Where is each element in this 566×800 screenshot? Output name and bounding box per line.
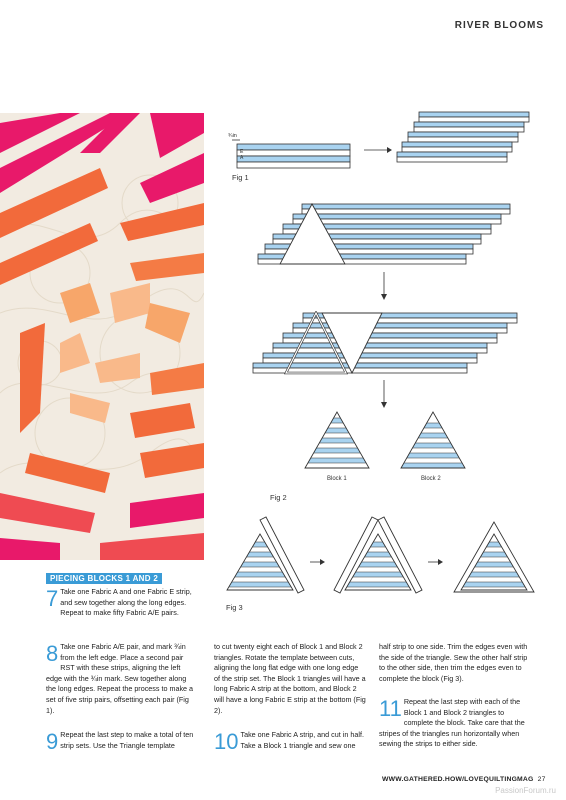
fig2-strip-set-bottom: [248, 311, 523, 375]
strip-a-label: A: [240, 155, 244, 161]
fig2-label: Fig 2: [270, 493, 287, 502]
step-number: 10: [214, 729, 239, 754]
step-11: 11 Repeat the last step with each of the Block 1 and Block 2 triangles to complete the block. Take care that the stripes of the triangles run horizontally when sewing the strips to either side.: [379, 696, 525, 749]
arrow-right-icon: [387, 147, 392, 153]
running-header: RIVER BLOOMS: [454, 20, 544, 31]
step-10-continued: half strip to one side. Trim the edges even with the side of the triangle. Sew the other half strip to the other side, then trim the edges even to complete the block (Fig 3).: [379, 642, 528, 683]
step-9: 9 Repeat the last step to make a total of ten strip sets. Use the Triangle template: [46, 729, 194, 754]
step-10: 10 Take one Fabric A strip, and cut in half. Take a Block 1 triangle and sew one: [214, 729, 364, 754]
fig1-diagram: [222, 110, 562, 190]
step-7: 7 Take one Fabric A and one Fabric E strip, and sew together along the long edges. Repeat to make fifty Fabric A/E pairs.: [46, 586, 192, 618]
block1-label: Block 1: [327, 476, 347, 482]
quarter-inch-label: ¾in: [228, 133, 237, 139]
block2-label: Block 2: [421, 476, 441, 482]
page-number: 27: [537, 776, 546, 783]
fig2-strip-set-top: [255, 202, 520, 266]
section-heading: PIECING BLOCKS 1 AND 2: [46, 573, 162, 584]
arrow-down-icon: [378, 272, 390, 302]
step-number: 7: [46, 586, 59, 611]
fig1-label: Fig 1: [232, 173, 249, 182]
quilt-photo: [0, 113, 204, 560]
footer-url[interactable]: WWW.GATHERED.HOW/LOVEQUILTINGMAG 27: [382, 776, 546, 783]
fig3-label: Fig 3: [226, 603, 243, 612]
fig3-diagram: [222, 512, 562, 612]
step-8: 8 Take one Fabric A/E pair, and mark ¾in from the left edge. Place a second pair RST with these strips, aligning the left edge with the ¾in mark. Sew together along the long edges. Repeat the process to make a set of five strip pairs, offsetting each pair (Fig 1).: [46, 641, 194, 715]
step-number: 8: [46, 641, 59, 666]
strip-e-label: E: [240, 149, 244, 155]
step-9-continued: to cut twenty eight each of Block 1 and Block 2 triangles. Rotate the template between cuts, aligning the long flat edge with one long edge of the strip set. The Block 1 triangles will have a long Fabric A strip at the bottom, and Block 2 will have a long Fabric E strip at the bottom (Fig 2).: [214, 642, 366, 715]
fig2-blocks: [300, 410, 480, 485]
watermark: PassionForum.ru: [495, 786, 556, 795]
step-number: 9: [46, 729, 59, 754]
arrow-down-icon-2: [378, 380, 390, 410]
step-number: 11: [379, 696, 402, 721]
